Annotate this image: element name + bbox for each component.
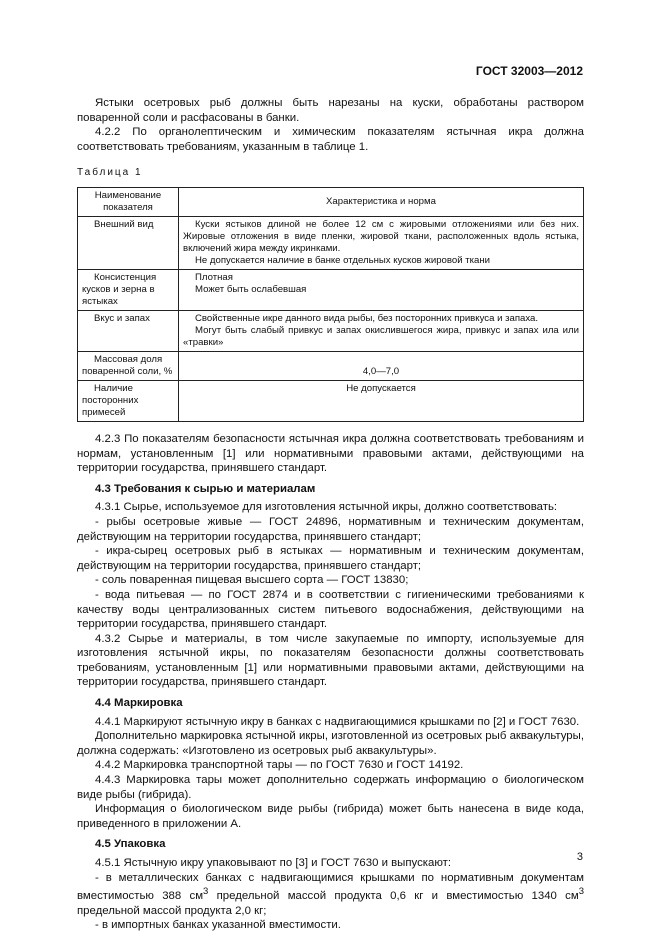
column-header: Наименование показателя [78,187,179,216]
indicator-value: 4,0—7,0 [179,351,584,380]
column-header: Характеристика и норма [179,187,584,216]
table-header-row [78,187,584,216]
text-run: предельной массой продукта 0,6 кг и вместимостью 1340 см [208,889,579,902]
indicator-value [179,310,584,351]
requirements-table [77,187,584,422]
text-run: предельной массой продукта 2,0 кг; [77,904,267,917]
superscript: 3 [203,886,209,898]
value-line: Плотная [195,271,233,283]
indicator-name: Внешний вид [78,216,179,269]
text-run: - в металлических банках с надвигающимися крышками по нормативным документам вместимостью 388 см [77,871,584,902]
value-line: Свойственные икре данного вида рыбы, без посторонних привкуса и запаха. [195,312,539,324]
paragraph: Информация о биологическом виде рыбы (гибрида) может быть нанесена в виде кода, приведенного в приложении А. [77,803,584,830]
list-item: - соль поваренная пищевая высшего сорта — ГОСТ 13830; [95,574,409,587]
page-content [77,96,584,933]
value-line: Могут быть слабый привкус и запах окислившегося жира, привкус и запах ила или «травки» [183,324,579,348]
superscript: 3 [578,886,585,898]
list-item: - в импортных банках указанной вместимости. [95,919,341,932]
list-item: - рыбы осетровые живые — ГОСТ 24896, нормативным и техническим документам, действующим на территории государства, принявшего стандарт; [77,515,584,543]
indicator-value [179,269,584,310]
table-row [78,269,584,310]
value-line: Куски ястыков длиной не более 12 см с жировыми отложениями или без них. Жировые отложения в виде пленки, жировой ткани, расположенных вдоль ястыка, включений жира между икринками. [183,218,579,254]
section-heading: 4.4 Маркировка [95,697,183,710]
section-heading: 4.5 Упаковка [95,838,166,851]
list-item: - икра-сырец осетровых рыб в ястыках — нормативным и техническим документам, действующим на территории государства, принявшего стандарт; [77,545,584,572]
list-item: - вода питьевая — по ГОСТ 2874 и в соответствии с гигиеническими требованиями к качеству воды централизованных систем питьевого водоснабжения, действующими на территории государства, принявшего стандарт. [77,588,584,631]
indicator-name: Вкус и запах [78,310,179,351]
indicator-value: Не допускается [179,380,584,421]
table-row [78,216,584,269]
indicator-name: Консистенция кусков и зерна в ястыках [78,269,179,310]
table-row [78,351,584,380]
list-item [77,871,584,919]
paragraph: 4.4.3 Маркировка тары может дополнительно содержать информацию о биологическом виде рыбы (гибрида). [77,774,584,801]
paragraph: Дополнительно маркировка ястычной икры, изготовленной из осетровых рыб аквакультуры, должна содержать: «Изготовлено из осетровых рыб аквакультуры». [77,730,584,757]
paragraph: 4.2.2 По органолептическим и химическим показателям ястычная икра должна соответствовать требованиям, указанным в таблице 1. [77,126,584,153]
paragraph: 4.4.2 Маркировка транспортной тары — по ГОСТ 7630 и ГОСТ 14192. [95,759,464,772]
paragraph: Ястыки осетровых рыб должны быть нарезаны на куски, обработаны раствором поваренной соли и расфасованы в банки. [77,97,584,124]
indicator-name: Массовая доля поваренной соли, % [78,351,179,380]
value-line: Не допускается наличие в банке отдельных кусков жировой ткани [195,254,491,266]
section-heading: 4.3 Требования к сырью и материалам [95,482,316,495]
indicator-name: Наличие посторонних примесей [78,380,179,421]
page-number: 3 [576,851,583,863]
paragraph: 4.3.1 Сырье, используемое для изготовления ястычной икры, должно соответствовать: [95,501,558,514]
document-code: ГОСТ 32003—2012 [475,64,583,78]
paragraph: 4.2.3 По показателям безопасности ястычная икра должна соответствовать требованиям и нормам, установленным [1] или нормативными правовыми актами, действующими на территории государства, принявшего стандарт. [77,432,584,475]
paragraph: 4.3.2 Сырье и материалы, в том числе закупаемые по импорту, используемые для изготовления ястычной икры, по показателям безопасности должны соответствовать требованиям, установленным [1] или нормативными правовыми актами, действующими на территории государства, принявшего стандарт. [77,632,584,689]
table-row [78,380,584,421]
value-line: Может быть ослабевшая [195,283,307,295]
indicator-value [179,216,584,269]
paragraph: 4.4.1 Маркируют ястычную икру в банках с надвигающимися крышками по [2] и ГОСТ 7630. [95,715,580,728]
table-row [78,310,584,351]
paragraph: 4.5.1 Ястычную икру упаковывают по [3] и ГОСТ 7630 и выпускают: [95,857,452,869]
table-label: Таблица 1 [77,167,143,179]
